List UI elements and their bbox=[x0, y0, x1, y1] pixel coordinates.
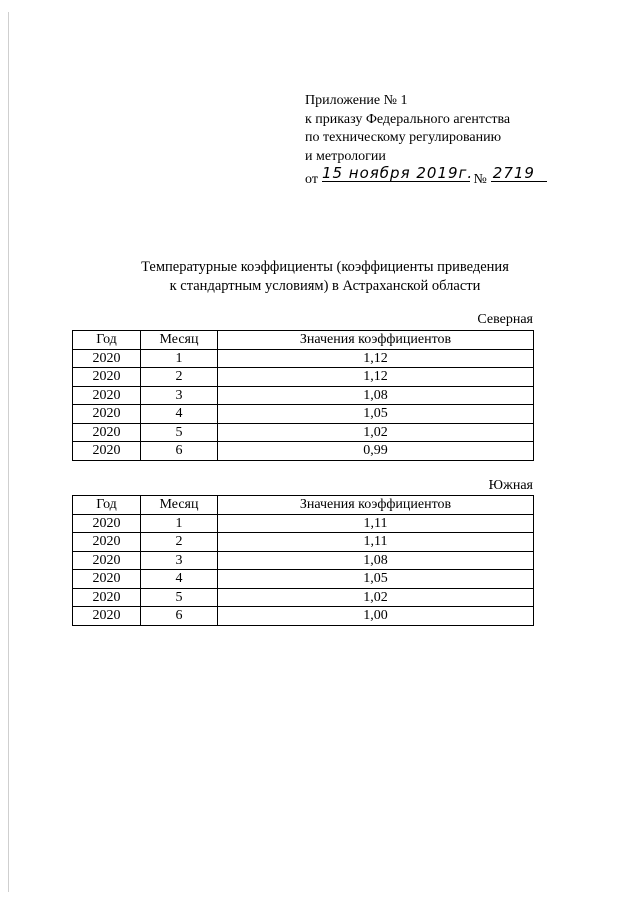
cell-coefficient: 1,12 bbox=[218, 349, 534, 368]
number-label: № bbox=[473, 172, 487, 187]
appendix-title: Приложение № 1 bbox=[305, 93, 408, 108]
cell-coefficient: 1,08 bbox=[218, 551, 534, 570]
cell-year: 2020 bbox=[73, 423, 141, 442]
table-row bbox=[73, 386, 534, 405]
cell-coefficient: 1,00 bbox=[218, 607, 534, 626]
cell-coefficient: 1,02 bbox=[218, 423, 534, 442]
cell-year: 2020 bbox=[73, 442, 141, 461]
cell-month: 6 bbox=[141, 442, 218, 461]
cell-month: 4 bbox=[141, 405, 218, 424]
cell-month: 2 bbox=[141, 368, 218, 387]
header-coefficient: Значения коэффициентов bbox=[218, 496, 534, 515]
cell-month: 1 bbox=[141, 349, 218, 368]
region-label-south: Южная bbox=[488, 478, 533, 493]
order-date-handwritten: 15 ноября 2019г. bbox=[321, 163, 474, 182]
table-header-row bbox=[73, 331, 534, 350]
appendix-order-line: к приказу Федерального агентства bbox=[305, 111, 511, 127]
cell-year: 2020 bbox=[73, 514, 141, 533]
header-year: Год bbox=[73, 496, 141, 515]
cell-month: 1 bbox=[141, 514, 218, 533]
appendix-header bbox=[305, 92, 555, 190]
cell-coefficient: 1,12 bbox=[218, 368, 534, 387]
appendix-metrology-line: и метрологии bbox=[305, 148, 386, 164]
cell-year: 2020 bbox=[73, 386, 141, 405]
cell-coefficient: 0,99 bbox=[218, 442, 534, 461]
cell-month: 5 bbox=[141, 423, 218, 442]
document-title bbox=[60, 258, 590, 296]
table-header-row bbox=[73, 496, 534, 515]
cell-coefficient: 1,05 bbox=[218, 405, 534, 424]
cell-coefficient: 1,05 bbox=[218, 570, 534, 589]
cell-month: 6 bbox=[141, 607, 218, 626]
appendix-agency-line: по техническому регулированию bbox=[305, 130, 502, 145]
cell-year: 2020 bbox=[73, 551, 141, 570]
cell-year: 2020 bbox=[73, 405, 141, 424]
cell-year: 2020 bbox=[73, 349, 141, 368]
cell-year: 2020 bbox=[73, 368, 141, 387]
cell-month: 3 bbox=[141, 551, 218, 570]
region-label-north: Северная bbox=[477, 312, 533, 327]
from-label: от bbox=[305, 172, 318, 187]
cell-month: 5 bbox=[141, 588, 218, 607]
coefficients-table-north bbox=[72, 330, 534, 461]
cell-coefficient: 1,11 bbox=[218, 533, 534, 552]
header-year: Год bbox=[73, 331, 141, 350]
cell-year: 2020 bbox=[73, 533, 141, 552]
title-line-2: к стандартным условиям) в Астраханской области bbox=[169, 278, 481, 294]
cell-coefficient: 1,08 bbox=[218, 386, 534, 405]
scan-margin-line bbox=[8, 12, 9, 892]
table-row bbox=[73, 588, 534, 607]
cell-coefficient: 1,11 bbox=[218, 514, 534, 533]
table-row bbox=[73, 405, 534, 424]
table-row bbox=[73, 349, 534, 368]
title-line-1: Температурные коэффициенты (коэффициенты приведения bbox=[141, 259, 509, 275]
cell-month: 3 bbox=[141, 386, 218, 405]
cell-coefficient: 1,02 bbox=[218, 588, 534, 607]
cell-year: 2020 bbox=[73, 570, 141, 589]
cell-month: 4 bbox=[141, 570, 218, 589]
order-number-handwritten: 2719 bbox=[492, 163, 535, 182]
header-month: Месяц bbox=[141, 331, 218, 350]
table-row bbox=[73, 551, 534, 570]
table-row bbox=[73, 533, 534, 552]
table-row bbox=[73, 514, 534, 533]
table-row bbox=[73, 607, 534, 626]
cell-year: 2020 bbox=[73, 607, 141, 626]
table-row bbox=[73, 570, 534, 589]
table-row bbox=[73, 442, 534, 461]
order-date-field bbox=[321, 163, 474, 182]
header-month: Месяц bbox=[141, 496, 218, 515]
coefficients-table-south bbox=[72, 495, 534, 626]
order-date-number-line bbox=[305, 163, 555, 190]
table-row bbox=[73, 423, 534, 442]
order-number-field bbox=[491, 165, 547, 182]
table-row bbox=[73, 368, 534, 387]
cell-year: 2020 bbox=[73, 588, 141, 607]
header-coefficient: Значения коэффициентов bbox=[218, 331, 534, 350]
cell-month: 2 bbox=[141, 533, 218, 552]
